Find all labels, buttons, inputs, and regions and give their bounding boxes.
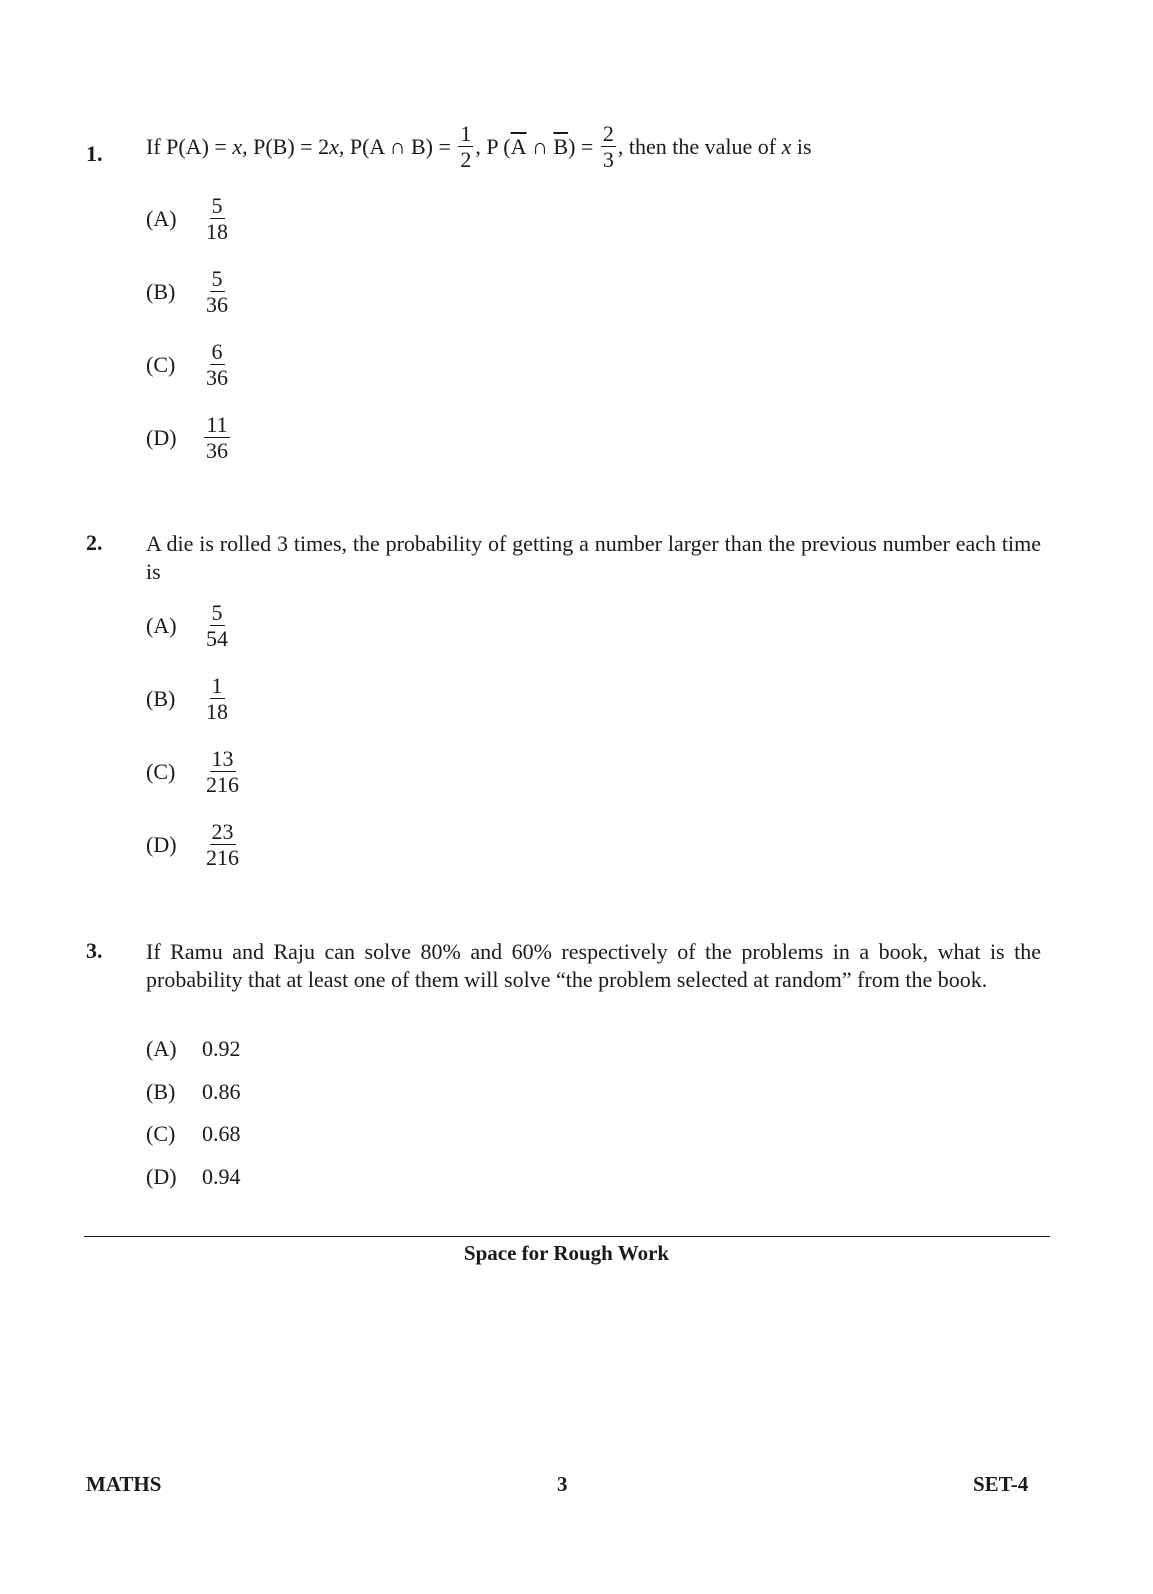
variable-x: x [781, 134, 792, 159]
option-b [146, 268, 232, 316]
fraction-numerator: 23 [211, 819, 234, 844]
stem-text: ) = [568, 134, 599, 159]
fraction-denominator: 216 [206, 845, 239, 870]
option-label: (D) [146, 1164, 177, 1189]
option-label: (A) [146, 613, 177, 638]
option-value: 0.68 [202, 1121, 241, 1146]
question-number: 1. [86, 141, 103, 166]
option-label: (B) [146, 1079, 176, 1104]
fraction-denominator: 2 [460, 147, 472, 172]
option-d [146, 414, 232, 462]
option-a [146, 195, 232, 243]
footer-set: SET-4 [973, 1472, 1029, 1496]
option-label: (A) [146, 206, 177, 231]
option-b [146, 675, 232, 723]
question-number: 3. [86, 938, 103, 963]
option-c [146, 341, 232, 389]
fraction-numerator: 2 [602, 121, 614, 146]
option-fraction [204, 268, 230, 316]
complement-b: $\overline{B}$ [553, 134, 569, 159]
option-label: (C) [146, 1121, 176, 1146]
option-c [146, 1121, 241, 1147]
option-value: 0.86 [202, 1079, 241, 1104]
option-label: (D) [146, 832, 177, 857]
fraction-numerator: 5 [211, 193, 223, 218]
stem-text: is [791, 134, 812, 159]
fraction-numerator: 5 [211, 600, 223, 625]
fraction-denominator: 54 [206, 626, 228, 651]
fraction-denominator: 36 [206, 292, 228, 317]
fraction [458, 123, 473, 171]
fraction-denominator: 18 [206, 699, 228, 724]
footer-page-number: 3 [557, 1472, 568, 1496]
fraction-denominator: 36 [206, 438, 228, 463]
fraction-numerator: 1 [460, 121, 472, 146]
option-label: (D) [146, 425, 177, 450]
question-stem: A die is rolled 3 times, the probability of getting a number larger than the previous number each time is [146, 531, 1041, 584]
stem-text: , P(B) = 2 [242, 134, 330, 159]
divider [84, 1236, 1050, 1237]
option-fraction [204, 821, 241, 869]
option-c [146, 748, 243, 796]
option-label: (B) [146, 686, 176, 711]
footer-subject: MATHS [86, 1472, 162, 1496]
stem-text: , P(A ∩ B) = [338, 134, 457, 159]
option-label: (A) [146, 1036, 177, 1061]
option-label: (C) [146, 352, 176, 377]
variable-x: x [329, 134, 339, 159]
fraction-numerator: 6 [211, 339, 223, 364]
option-a [146, 602, 232, 650]
complement-a: $\overline{A}$ [510, 134, 527, 159]
fraction-numerator: 11 [206, 412, 228, 437]
fraction [601, 123, 616, 171]
fraction-numerator: 1 [211, 673, 223, 698]
option-label: (C) [146, 759, 176, 784]
question-stem: If Ramu and Raju can solve 80% and 60% respectively of the problems in a book, what is the probability that at least one of them will solve “the problem selected at random” from the book. [146, 939, 1041, 992]
option-d [146, 821, 243, 869]
stem-text: , P ( [475, 134, 511, 159]
option-b [146, 1079, 241, 1105]
rough-work-label: Space for Rough Work [463, 1241, 670, 1265]
fraction-denominator: 216 [206, 772, 239, 797]
question-stem [146, 123, 1041, 171]
option-value: 0.92 [202, 1036, 241, 1061]
stem-text: , then the value of [617, 134, 782, 159]
option-fraction [204, 414, 230, 462]
fraction-denominator: 3 [602, 147, 614, 172]
option-a [146, 1036, 241, 1062]
option-fraction [204, 748, 241, 796]
option-value: 0.94 [202, 1164, 241, 1189]
stem-text: If P(A) = [146, 134, 233, 159]
option-fraction [204, 195, 230, 243]
option-fraction [204, 341, 230, 389]
fraction-denominator: 18 [206, 219, 228, 244]
option-fraction [204, 675, 230, 723]
fraction-denominator: 36 [206, 365, 228, 390]
fraction-numerator: 5 [211, 266, 223, 291]
option-label: (B) [146, 279, 176, 304]
question-number: 2. [86, 530, 103, 555]
option-fraction [204, 602, 230, 650]
stem-text: ∩ [526, 134, 554, 159]
variable-x: x [232, 134, 243, 159]
option-d [146, 1164, 241, 1190]
fraction-numerator: 13 [211, 746, 234, 771]
